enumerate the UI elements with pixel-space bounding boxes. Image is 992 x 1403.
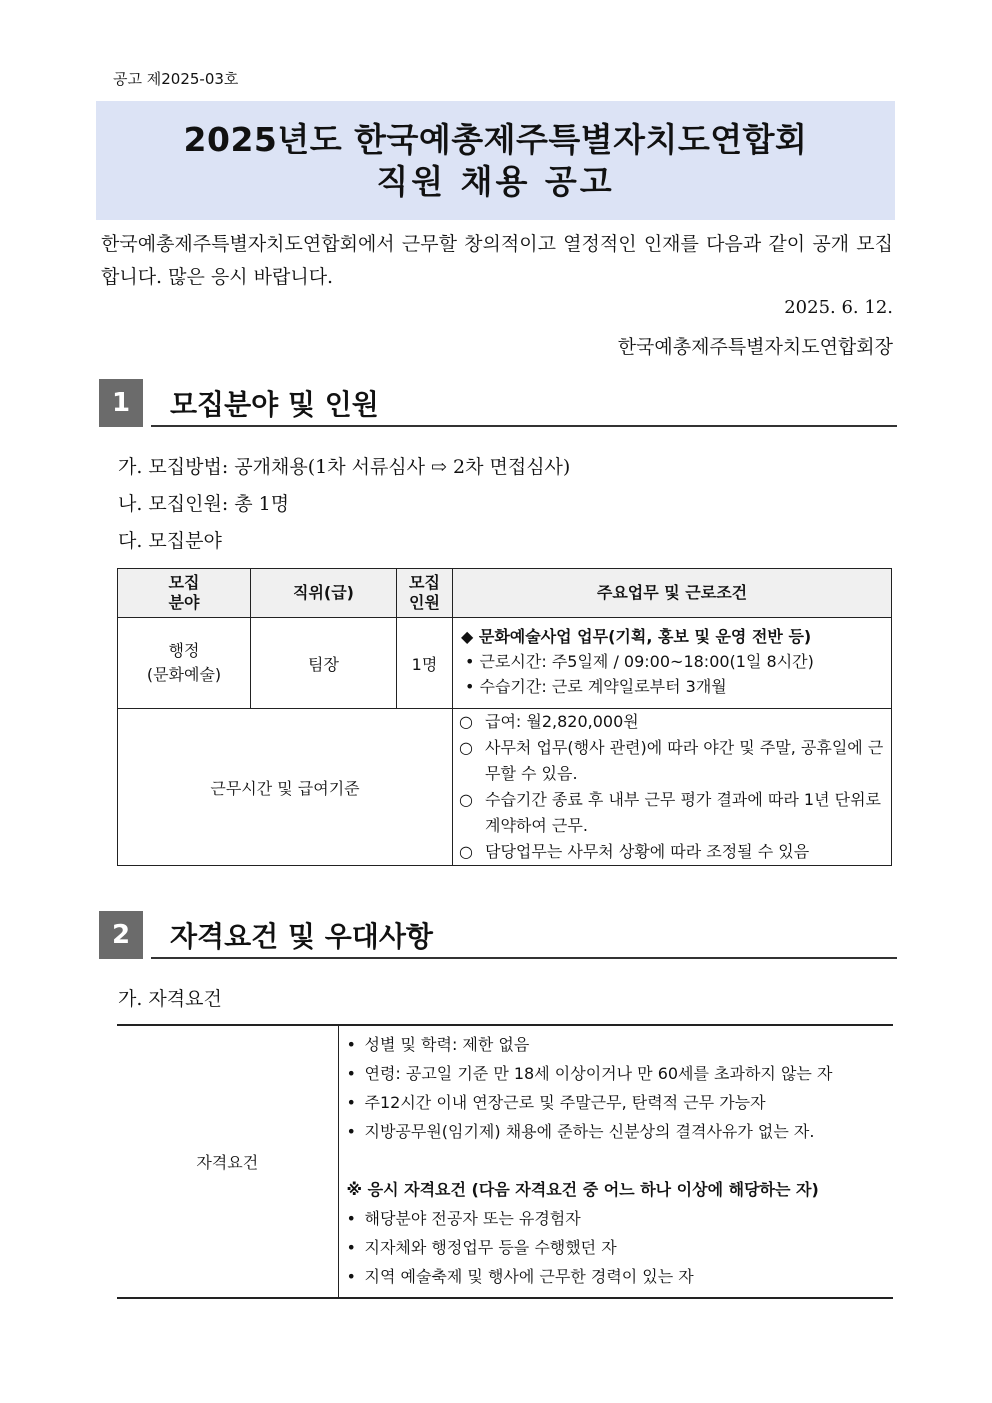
list-item [347,1204,894,1233]
header-count-line1: 모집 [409,573,440,592]
conditions-cell [453,709,892,866]
bullet-icon: • [346,1267,356,1286]
duties-main: ◆ 문화예술사업 업무(기획, 홍보 및 운영 전반 등) [461,627,812,646]
eligibility-text: 지자체와 행정업무 등을 수행했던 자 [364,1238,617,1257]
qualification-content [338,1025,893,1298]
list-item [347,1030,894,1059]
circle-bullet-icon: ○ [459,738,473,757]
condition-item [459,735,891,787]
section1-divider [151,425,897,427]
recruit-table-header [118,569,892,618]
table-row [118,709,892,866]
duties-probation: • 수습기간: 근로 계약일로부터 3개월 [465,677,727,696]
count-cell: 1명 [397,618,453,709]
field-cell [118,618,251,709]
bullet-icon: • [346,1093,356,1112]
title-line2: 직원 채용 공고 [376,162,615,201]
qualification-table [117,1024,893,1299]
header-field [118,569,251,618]
qualification-label: 자격요건 [117,1025,338,1298]
eligibility-note: ※ 응시 자격요건 (다음 자격요건 중 어느 하나 이상에 해당하는 자) [346,1180,819,1199]
requirement-text: 지방공무원(임기제) 채용에 준하는 신분상의 결격사유가 없는 자. [364,1122,815,1141]
section1-number: 1 [99,379,143,427]
circle-bullet-icon: ○ [459,842,473,861]
section2-number: 2 [99,911,143,959]
header-field-line1: 모집 [168,573,200,592]
duties-hours: • 근로시간: 주5일제 / 09:00~18:00(1일 8시간) [465,652,814,671]
list-item [347,1262,894,1291]
qualification-heading: 가. 자격요건 [118,988,222,1010]
spacer [347,1146,894,1175]
bullet-icon: • [346,1035,356,1054]
requirement-text: 주12시간 이내 연장근로 및 주말근무, 탄력적 근무 가능자 [364,1093,766,1112]
notice-number: 공고 제2025-03호 [113,70,239,88]
requirement-text: 성별 및 학력: 제한 없음 [364,1035,530,1054]
section1-title: 모집분야 및 인원 [170,388,379,421]
condition-item [459,709,891,735]
issuer: 한국예총제주특별자치도연합회장 [617,336,893,358]
recruit-field: 다. 모집분야 [118,530,222,552]
header-count [397,569,453,618]
position-cell: 팀장 [251,618,397,709]
announcement-date: 2025. 6. 12. [784,297,893,318]
circle-bullet-icon: ○ [459,712,473,731]
section2-title: 자격요건 및 우대사항 [170,920,433,953]
duties-cell [453,618,892,709]
list-item [347,1088,894,1117]
recruit-table [117,568,892,866]
header-count-line2: 인원 [409,593,440,612]
list-item [347,1059,894,1088]
header-field-line2: 분야 [168,593,200,612]
section2-divider [151,957,897,959]
conditions-label: 근무시간 및 급여기준 [118,709,453,866]
title-banner [96,101,895,220]
table-row [118,618,892,709]
requirement-text: 연령: 공고일 기준 만 18세 이상이거나 만 60세를 초과하지 않는 자 [364,1064,833,1083]
table-row [117,1025,893,1298]
condition-text: 급여: 월2,820,000원 [485,712,639,731]
bullet-icon: • [346,1238,356,1257]
intro-text: 한국예총제주특별자치도연합회에서 근무할 창의적이고 열정적인 인재를 다음과 같이 공개 모집합니다. 많은 응시 바랍니다. [101,233,893,288]
list-item [347,1233,894,1262]
condition-item [459,787,891,839]
header-duties: 주요업무 및 근로조건 [453,569,892,618]
bullet-icon: • [346,1209,356,1228]
header-position: 직위(급) [251,569,397,618]
condition-text: 담당업무는 사무처 상황에 따라 조정될 수 있음 [485,842,810,861]
recruit-method: 가. 모집방법: 공개채용(1차 서류심사 ⇨ 2차 면접심사) [118,456,571,478]
list-item [347,1117,894,1146]
title-line1: 2025년도 한국예총제주특별자치도연합회 [183,120,808,159]
eligibility-text: 지역 예술축제 및 행사에 근무한 경력이 있는 자 [364,1267,694,1286]
field-line1: 행정 [168,641,200,660]
bullet-icon: • [346,1122,356,1141]
condition-item [459,839,891,865]
recruit-count: 나. 모집인원: 총 1명 [118,493,290,515]
eligibility-text: 해당분야 전공자 또는 유경험자 [364,1209,581,1228]
condition-text: 사무처 업무(행사 관련)에 따라 야간 및 주말, 공휴일에 근무할 수 있음. [485,738,884,783]
bullet-icon: • [346,1064,356,1083]
condition-text: 수습기간 종료 후 내부 근무 평가 결과에 따라 1년 단위로 계약하여 근무. [485,790,881,835]
field-line2: (문화예술) [146,665,222,684]
circle-bullet-icon: ○ [459,790,473,809]
